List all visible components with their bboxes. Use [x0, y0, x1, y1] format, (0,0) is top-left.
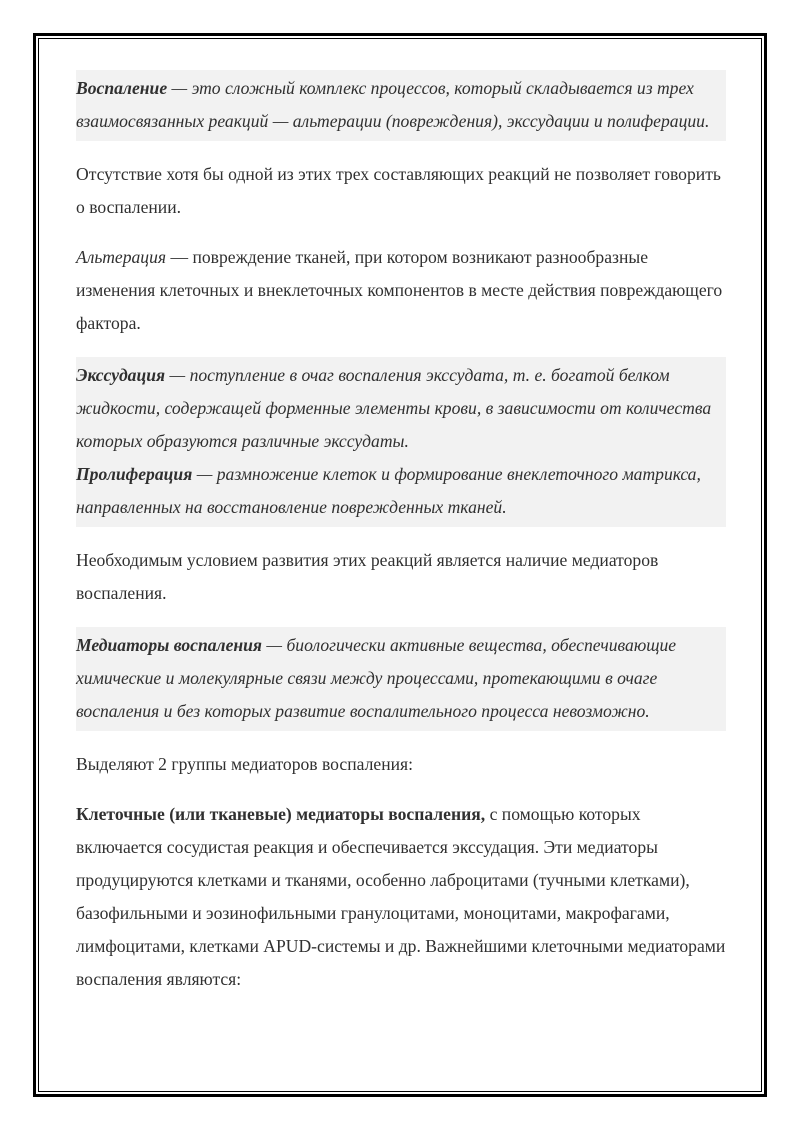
paragraph-condition: Необходимым условием развития этих реакций является наличие медиаторов воспаления.	[76, 550, 659, 603]
paragraph-alteration	[76, 241, 726, 340]
definition-mediators-text: — биологически активные вещества, обеспечивающие химические и молекулярные связи между процессами, протекающими в очаге воспаления и без которых развитие воспалительного процесса невозможно.	[76, 635, 677, 721]
paragraph-cellular-mediators	[76, 798, 726, 996]
definition-inflammation	[76, 70, 726, 141]
term-alteration: Альтерация	[76, 247, 167, 267]
definition-proliferation-text: — размножение клеток и формирование внеклеточного матрикса, направленных на восстановление поврежденных тканей.	[76, 464, 701, 517]
term-exudation: Экссудация	[76, 365, 166, 385]
term-proliferation: Пролиферация	[76, 464, 193, 484]
definition-block-exudation-proliferation	[76, 357, 726, 527]
term-cellular-mediators: Клеточные (или тканевые) медиаторы воспаления,	[76, 804, 486, 824]
term-inflammation: Воспаление	[76, 78, 168, 98]
paragraph-cellular-mediators-text: с помощью которых включается сосудистая реакция и обеспечивается экссудация. Эти медиаторы продуцируются клетками и тканями, особенно лаброцитами (тучными клетками), базофильными и эозинофильными гранулоцитами, моноцитами, макрофагами, лимфоцитами, клетками APUD-системы и др. Важнейшими клеточными медиаторами воспаления являются:	[76, 804, 726, 989]
definition-exudation-text: — поступление в очаг воспаления экссудата, т. е. богатой белком жидкости, содержащей форменные элементы крови, в зависимости от количества которых образуются различные экссудаты.	[76, 365, 712, 451]
definition-exudation	[76, 359, 726, 458]
term-mediators: Медиаторы воспаления	[76, 635, 262, 655]
document-body	[76, 70, 726, 1013]
paragraph-absence: Отсутствие хотя бы одной из этих трех составляющих реакций не позволяет говорить о воспалении.	[76, 164, 721, 217]
definition-inflammation-text: — это сложный комплекс процессов, который складывается из трех взаимосвязанных реакций — альтерации (повреждения), экссудации и полиферации.	[76, 78, 710, 131]
paragraph-alteration-text: — повреждение тканей, при котором возникают разнообразные изменения клеточных и внеклеточных компонентов в месте действия повреждающего фактора.	[76, 247, 723, 333]
paragraph-groups: Выделяют 2 группы медиаторов воспаления:	[76, 754, 414, 774]
definition-proliferation	[76, 458, 726, 524]
definition-mediators	[76, 627, 726, 731]
